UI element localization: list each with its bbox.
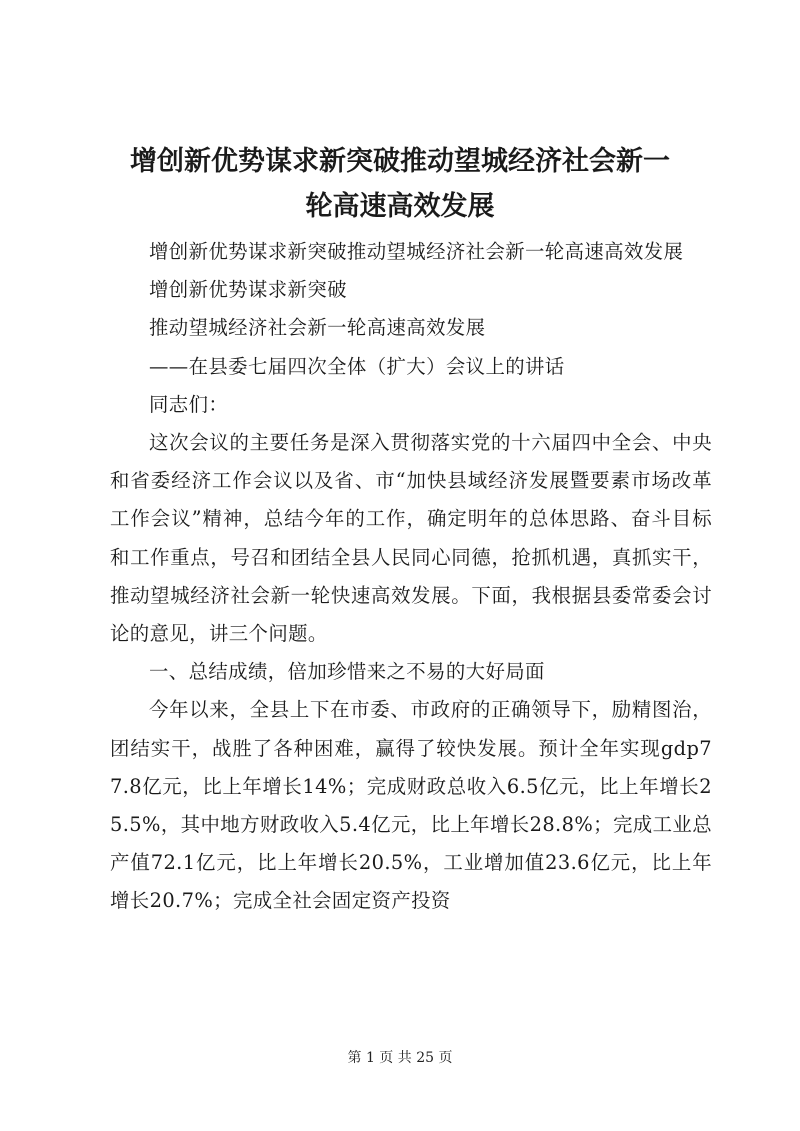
paragraph-introduction: 这次会议的主要任务是深入贯彻落实党的十六届四中全会、中央和省委经济工作会议以及省、市“加快县域经济发展暨要素市场改革工作会议”精神，总结今年的工作，确定明年的总体思路、奋斗目标和工作重点，号召和团结全县人民同心同德，抢抓机遇，真抓实干，推动望城经济社会新一轮快速高效发展。下面，我根据县委常委会讨论的意见，讲三个问题。 (110, 431, 712, 646)
paragraph-heading-part-2: 推动望城经济社会新一轮高速高效发展 (149, 316, 486, 340)
paragraph-salutation: 同志们： (149, 392, 229, 416)
document-body (110, 233, 712, 921)
document-title-line-1: 增创新优势谋求新突破推动望城经济社会新一 (130, 146, 670, 177)
document-title-line-2: 轮高速高效发展 (305, 191, 495, 222)
paragraph-heading-part-1: 增创新优势谋求新突破 (149, 278, 347, 302)
paragraph-repeated-title: 增创新优势谋求新突破推动望城经济社会新一轮高速高效发展 (149, 240, 684, 263)
paragraph-achievements: 今年以来，全县上下在市委、市政府的正确领导下，励精图治，团结实干，战胜了各种困难，赢得了较快发展。预计全年实现gdp77.8亿元，比上年增长14%；完成财政总收入6.5亿元，比上年增长25.5%，其中地方财政收入5.4亿元，比上年增长28.8%；完成工业总产值72.1亿元，比上年增长20.5%，工业增加值23.6亿元，比上年增长20.7%；完成全社会固定资产投资 (110, 698, 712, 913)
paragraph-speech-subtitle: ——在县委七届四次全体（扩大）会议上的讲话 (149, 354, 565, 378)
page-number-footer: 第 1 页 共 25 页 (347, 1050, 453, 1066)
paragraph-section-heading-1: 一、总结成绩，倍加珍惜来之不易的大好局面 (149, 660, 545, 684)
